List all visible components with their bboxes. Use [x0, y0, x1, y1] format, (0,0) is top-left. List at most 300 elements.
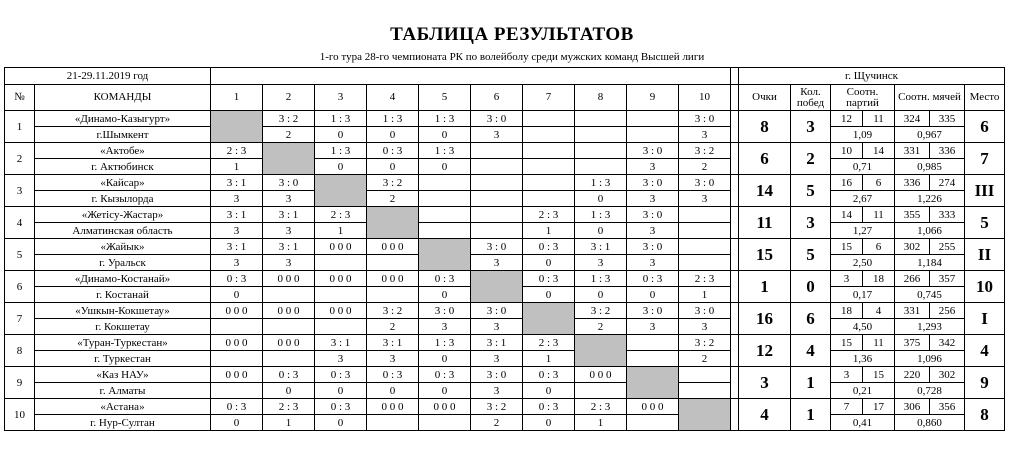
spacer-cell: [731, 399, 739, 431]
match-score: 0 0 0: [575, 367, 626, 383]
score-cell: [419, 143, 471, 175]
match-score: 3 : 1: [211, 207, 262, 223]
score-cell: [419, 111, 471, 143]
col-num: №: [5, 85, 35, 111]
match-points: 3: [701, 192, 708, 205]
balls-values: [895, 239, 964, 255]
balls-block: [895, 175, 964, 206]
score-block: [315, 335, 366, 366]
score-block: [263, 207, 314, 238]
match-score: [575, 143, 626, 159]
sets-block: [831, 239, 894, 270]
diagonal-cell: [471, 271, 523, 303]
match-score: 3 : 0: [627, 207, 678, 223]
balls-ratio: 0,985: [917, 160, 942, 173]
score-block: [471, 175, 522, 206]
score-block: [263, 303, 314, 334]
score-cell: [315, 111, 367, 143]
table-row: [5, 335, 1005, 367]
points-cell: 8: [739, 111, 791, 143]
sets-block: [831, 367, 894, 398]
match-points: [627, 415, 678, 430]
match-points: [263, 319, 314, 334]
score-block: [627, 303, 678, 334]
match-points: [523, 191, 574, 206]
table-row: [5, 367, 1005, 399]
team-name: «Динамо-Казыгурт»: [35, 111, 210, 127]
match-score: 3 : 1: [367, 335, 418, 351]
match-score: 0 : 3: [315, 399, 366, 415]
score-block: [523, 271, 574, 302]
match-score: 0 0 0: [263, 271, 314, 287]
score-block: [679, 271, 730, 302]
match-score: 3 : 0: [419, 303, 470, 319]
balls-ratio: 0,728: [917, 384, 942, 397]
row-number: 4: [5, 207, 35, 239]
match-points: 1: [337, 224, 344, 237]
score-block: [575, 239, 626, 270]
score-cell: [367, 367, 419, 399]
balls-won: 302: [895, 239, 930, 254]
team-block: [35, 335, 210, 366]
sets-ratio: 0,71: [852, 160, 873, 173]
match-points: [419, 223, 470, 238]
match-points: [627, 127, 678, 142]
sets-ratio: 2,67: [852, 192, 873, 205]
team-city: г. Уральск: [99, 256, 146, 269]
place-cell: 6: [965, 111, 1005, 143]
diagonal-cell: [315, 175, 367, 207]
page-title: ТАБЛИЦА РЕЗУЛЬТАТОВ: [390, 24, 634, 45]
balls-ratio: 0,860: [917, 416, 942, 429]
score-block: [211, 239, 262, 270]
match-score: 0 : 3: [419, 367, 470, 383]
score-cell: [627, 239, 679, 271]
score-cell: [523, 335, 575, 367]
team-name: «Актобе»: [35, 143, 210, 159]
team-city: г. Нур-Султан: [90, 416, 155, 429]
match-points: 3: [701, 128, 708, 141]
match-points: 0: [597, 192, 604, 205]
team-city: г. Туркестан: [94, 352, 151, 365]
match-score: 2 : 3: [575, 399, 626, 415]
score-cell: [419, 399, 471, 431]
sets-lost: 4: [875, 304, 882, 317]
wins-cell: 4: [791, 335, 831, 367]
team-name: «Туран-Туркестан»: [35, 335, 210, 351]
score-block: [367, 271, 418, 302]
spacer-cell: [731, 271, 739, 303]
score-cell: [367, 271, 419, 303]
sets-lost: 6: [875, 240, 882, 253]
wins-cell: 3: [791, 207, 831, 239]
balls-values: [895, 271, 964, 287]
sets-ratio-cell: [831, 399, 895, 431]
sets-won: 15: [831, 335, 863, 350]
balls-values: [895, 143, 964, 159]
score-cell: [627, 207, 679, 239]
balls-lost: 274: [938, 176, 956, 189]
match-score: 3 : 2: [679, 143, 730, 159]
score-block: [627, 143, 678, 174]
spacer-cell: [731, 335, 739, 367]
match-points: 0: [285, 384, 292, 397]
score-block: [679, 175, 730, 206]
score-cell: [315, 335, 367, 367]
score-cell: [211, 239, 263, 271]
match-score: 0 0 0: [367, 271, 418, 287]
table-row: [5, 399, 1005, 431]
score-cell: [523, 399, 575, 431]
match-points: 0: [337, 384, 344, 397]
wins-cell: 3: [791, 111, 831, 143]
match-points: 3: [649, 320, 656, 333]
team-block: [35, 303, 210, 334]
spacer-cell: [731, 175, 739, 207]
score-cell: [679, 143, 731, 175]
col-teams: КОМАНДЫ: [35, 85, 211, 111]
score-block: [367, 175, 418, 206]
score-block: [367, 335, 418, 366]
balls-lost: 342: [938, 336, 956, 349]
score-cell: [263, 207, 315, 239]
match-points: 3: [285, 192, 292, 205]
sets-ratio: 0,21: [852, 384, 873, 397]
match-score: [627, 335, 678, 351]
team-block: [35, 271, 210, 302]
match-score: 3 : 2: [263, 111, 314, 127]
score-block: [471, 335, 522, 366]
points-cell: 15: [739, 239, 791, 271]
sets-ratio: 1,27: [852, 224, 873, 237]
balls-block: [895, 143, 964, 174]
match-score: 0 : 3: [627, 271, 678, 287]
sets-ratio-cell: [831, 175, 895, 207]
col-points: Очки: [739, 85, 791, 111]
match-score: 3 : 1: [315, 335, 366, 351]
sets-values: [831, 399, 894, 415]
balls-ratio: 1,184: [917, 256, 942, 269]
match-points: [263, 287, 314, 302]
sets-ratio-cell: [831, 111, 895, 143]
match-points: 0: [233, 416, 240, 429]
score-cell: [471, 335, 523, 367]
score-cell: [263, 303, 315, 335]
match-score: 3 : 1: [211, 175, 262, 191]
match-score: [575, 111, 626, 127]
table-row: [5, 143, 1005, 175]
match-points: [575, 127, 626, 142]
match-score: 3 : 1: [471, 335, 522, 351]
score-block: [627, 399, 678, 430]
points-cell: 14: [739, 175, 791, 207]
match-score: 0 0 0: [211, 303, 262, 319]
match-points: 3: [649, 256, 656, 269]
score-block: [263, 175, 314, 206]
balls-ratio-cell: [895, 111, 965, 143]
wins-cell: 1: [791, 399, 831, 431]
match-score: 0 : 3: [367, 143, 418, 159]
score-block: [211, 271, 262, 302]
col-opponent: 1: [211, 85, 263, 111]
points-cell: 16: [739, 303, 791, 335]
spacer-cell: [731, 303, 739, 335]
score-block: [523, 335, 574, 366]
balls-ratio-cell: [895, 239, 965, 271]
score-block: [627, 111, 678, 142]
team-name: «Ушкын-Кокшетау»: [35, 303, 210, 319]
match-points: 0: [337, 416, 344, 429]
match-score: 0 : 3: [523, 239, 574, 255]
sets-values: [831, 271, 894, 287]
sets-block: [831, 271, 894, 302]
sets-ratio: 1,36: [852, 352, 873, 365]
row-number: 10: [5, 399, 35, 431]
score-cell: [575, 207, 627, 239]
match-score: 3 : 1: [263, 239, 314, 255]
diagonal-cell: [211, 111, 263, 143]
score-cell: [263, 335, 315, 367]
balls-ratio-cell: [895, 399, 965, 431]
diagonal-cell: [367, 207, 419, 239]
balls-ratio-cell: [895, 335, 965, 367]
spacer-cell: [731, 239, 739, 271]
sets-won: 7: [831, 399, 863, 414]
match-points: 3: [493, 384, 500, 397]
match-points: 0: [233, 288, 240, 301]
match-points: 2: [701, 352, 708, 365]
score-cell: [471, 239, 523, 271]
balls-won: 306: [895, 399, 930, 414]
wins-cell: 2: [791, 143, 831, 175]
match-points: [367, 255, 418, 270]
match-points: 0: [597, 224, 604, 237]
score-cell: [211, 303, 263, 335]
balls-lost: 357: [938, 272, 956, 285]
match-score: 0 0 0: [627, 399, 678, 415]
score-cell: [627, 175, 679, 207]
score-cell: [419, 207, 471, 239]
match-score: 3 : 0: [471, 367, 522, 383]
place-cell: 9: [965, 367, 1005, 399]
place-cell: 10: [965, 271, 1005, 303]
balls-won: 266: [895, 271, 930, 286]
match-points: 0: [389, 384, 396, 397]
team-block: [35, 399, 210, 430]
sets-ratio: 1,09: [852, 128, 873, 141]
score-cell: [627, 335, 679, 367]
score-block: [263, 399, 314, 430]
sets-won: 15: [831, 239, 863, 254]
balls-ratio-cell: [895, 175, 965, 207]
score-cell: [211, 335, 263, 367]
match-points: 3: [649, 160, 656, 173]
score-cell: [263, 271, 315, 303]
sets-values: [831, 367, 894, 383]
score-cell: [419, 271, 471, 303]
score-cell: [263, 399, 315, 431]
match-points: [367, 415, 418, 430]
match-score: 2 : 3: [211, 143, 262, 159]
match-points: [679, 223, 730, 238]
row-number: 5: [5, 239, 35, 271]
match-score: 0 : 3: [315, 367, 366, 383]
sets-block: [831, 143, 894, 174]
match-points: 1: [701, 288, 708, 301]
score-block: [367, 367, 418, 398]
team-cell: [35, 335, 211, 367]
place-cell: 7: [965, 143, 1005, 175]
match-points: 2: [389, 192, 396, 205]
match-points: [315, 255, 366, 270]
match-points: 3: [649, 224, 656, 237]
table-row: [5, 239, 1005, 271]
col-sets-ratio: Соотн. партий: [831, 85, 895, 111]
sets-values: [831, 143, 894, 159]
points-cell: 3: [739, 367, 791, 399]
score-block: [575, 175, 626, 206]
score-block: [679, 207, 730, 238]
col-opponent: 5: [419, 85, 471, 111]
match-score: [523, 111, 574, 127]
balls-ratio-cell: [895, 207, 965, 239]
match-points: 0: [337, 160, 344, 173]
match-score: 1 : 3: [419, 335, 470, 351]
match-points: [211, 319, 262, 334]
score-block: [315, 399, 366, 430]
score-cell: [315, 207, 367, 239]
points-cell: 6: [739, 143, 791, 175]
match-points: 3: [493, 320, 500, 333]
score-block: [419, 335, 470, 366]
spacer-cell: [731, 367, 739, 399]
score-block: [523, 399, 574, 430]
match-points: 0: [389, 160, 396, 173]
balls-block: [895, 399, 964, 430]
team-name: «Динамо-Костанай»: [35, 271, 210, 287]
score-block: [211, 335, 262, 366]
match-score: 0 0 0: [367, 399, 418, 415]
match-points: 2: [285, 128, 292, 141]
match-points: 3: [493, 352, 500, 365]
score-cell: [627, 111, 679, 143]
match-score: 3 : 0: [263, 175, 314, 191]
sets-ratio-cell: [831, 335, 895, 367]
match-score: 2 : 3: [679, 271, 730, 287]
match-score: 3 : 1: [263, 207, 314, 223]
score-block: [575, 303, 626, 334]
score-cell: [679, 303, 731, 335]
score-block: [367, 239, 418, 270]
score-cell: [315, 303, 367, 335]
score-block: [627, 271, 678, 302]
score-cell: [263, 111, 315, 143]
match-points: 3: [233, 224, 240, 237]
score-block: [315, 271, 366, 302]
sets-lost: 14: [873, 144, 884, 157]
score-block: [419, 143, 470, 174]
match-score: 0 : 3: [523, 367, 574, 383]
score-block: [575, 143, 626, 174]
balls-lost: 256: [938, 304, 956, 317]
match-points: [523, 127, 574, 142]
match-points: [523, 159, 574, 174]
match-score: 1 : 3: [575, 271, 626, 287]
team-block: [35, 143, 210, 174]
match-score: 3 : 2: [679, 335, 730, 351]
wins-cell: 1: [791, 367, 831, 399]
balls-ratio-cell: [895, 303, 965, 335]
balls-lost: 356: [938, 400, 956, 413]
score-cell: [367, 239, 419, 271]
score-cell: [471, 303, 523, 335]
balls-values: [895, 175, 964, 191]
team-city: г. Кокшетау: [95, 320, 150, 333]
balls-won: 331: [895, 143, 930, 158]
team-cell: [35, 175, 211, 207]
diagonal-cell: [627, 367, 679, 399]
score-cell: [211, 367, 263, 399]
score-block: [679, 111, 730, 142]
diagonal-cell: [679, 399, 731, 431]
match-points: 2: [597, 320, 604, 333]
balls-values: [895, 207, 964, 223]
score-cell: [211, 271, 263, 303]
match-points: 3: [441, 320, 448, 333]
team-cell: [35, 303, 211, 335]
score-block: [419, 367, 470, 398]
sets-lost: 17: [873, 400, 884, 413]
score-cell: [523, 271, 575, 303]
balls-block: [895, 367, 964, 398]
match-points: [315, 287, 366, 302]
score-block: [627, 207, 678, 238]
score-block: [471, 143, 522, 174]
match-points: 3: [233, 192, 240, 205]
score-block: [419, 303, 470, 334]
team-cell: [35, 399, 211, 431]
score-block: [211, 175, 262, 206]
match-points: [575, 383, 626, 398]
team-cell: [35, 207, 211, 239]
score-cell: [315, 271, 367, 303]
match-score: 1 : 3: [575, 207, 626, 223]
sets-ratio: 0,17: [852, 288, 873, 301]
score-cell: [211, 399, 263, 431]
match-points: 0: [545, 416, 552, 429]
row-number: 6: [5, 271, 35, 303]
score-cell: [575, 239, 627, 271]
score-block: [315, 367, 366, 398]
score-cell: [419, 303, 471, 335]
score-block: [627, 175, 678, 206]
score-cell: [679, 207, 731, 239]
match-points: [211, 383, 262, 398]
match-score: 1 : 3: [367, 111, 418, 127]
sets-values: [831, 207, 894, 223]
spacer-cell: [731, 143, 739, 175]
score-block: [523, 175, 574, 206]
score-cell: [523, 111, 575, 143]
match-score: 0 : 3: [211, 271, 262, 287]
match-score: 0 : 3: [523, 271, 574, 287]
match-points: 3: [493, 128, 500, 141]
match-score: 0 : 3: [367, 367, 418, 383]
score-cell: [679, 335, 731, 367]
score-cell: [575, 111, 627, 143]
diagonal-cell: [523, 303, 575, 335]
score-block: [679, 239, 730, 270]
